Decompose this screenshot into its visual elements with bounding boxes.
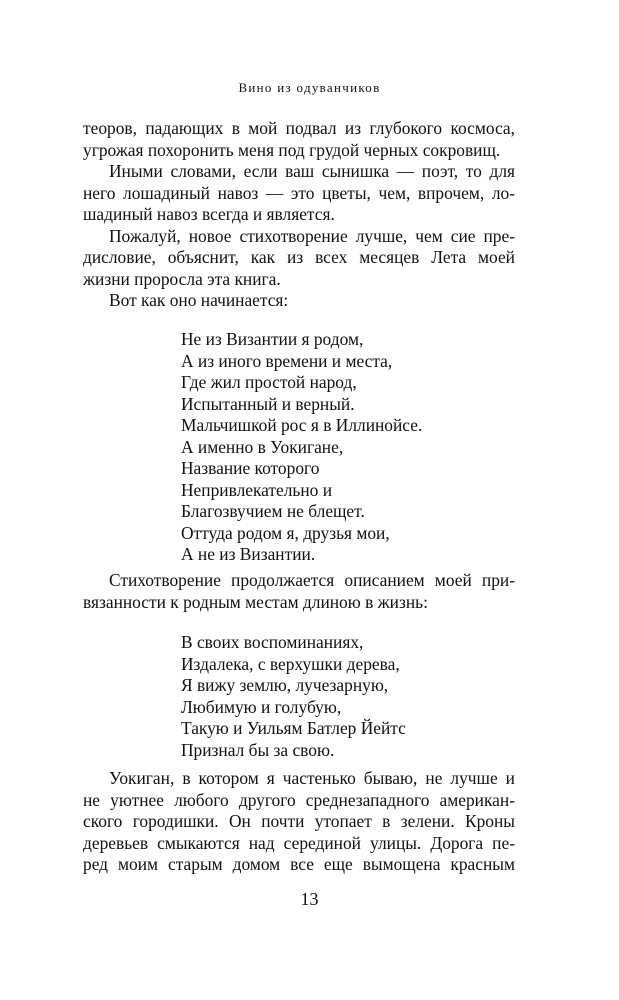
verse-line: Оттуда родом я, друзья мои, xyxy=(181,522,390,543)
verse-line: Испытанный и верный. xyxy=(181,393,355,414)
verse-line: А из иного времени и места, xyxy=(181,350,393,371)
verse-line: Такую и Уильям Батлер Йейтс xyxy=(181,718,406,738)
text-line: вязанности к родным местам длиною в жизнь: xyxy=(83,591,428,612)
verse-block-1 xyxy=(181,329,422,566)
text-line: не уютнее любого другого среднезападного американ- xyxy=(83,789,515,810)
text-line: деревьев смыкаются над серединой улицы. Дорога пе- xyxy=(83,832,515,853)
text-line: него лошадиный навоз — это цветы, чем, впрочем, ло- xyxy=(83,182,515,203)
paragraph xyxy=(83,161,515,226)
text-line: шадиный навоз всегда и является. xyxy=(83,204,335,224)
verse-line: Название которого xyxy=(181,458,320,478)
text-line: Вот как оно начинается: xyxy=(109,290,289,310)
text-line: Уокиган, в котором я частенько бываю, не лучше и xyxy=(109,768,515,788)
page-number: 13 xyxy=(300,889,319,909)
text-line: Пожалуй, новое стихотворение лучше, чем сие пре- xyxy=(109,225,515,246)
text-line: Стихотворение продолжается описанием моей при- xyxy=(109,570,515,590)
prose-block-2 xyxy=(83,570,515,613)
verse-line: Любимую и голубую, xyxy=(181,696,342,717)
paragraph xyxy=(83,226,515,291)
text-line: угрожая похоронить меня под грудой черных сокровищ. xyxy=(83,139,501,160)
verse-line: Я вижу землю, лучезарную, xyxy=(181,675,389,695)
verse-block-2 xyxy=(181,632,406,761)
text-line: дисловие, объяснит, как из всех месяцев Лета моей xyxy=(83,247,515,267)
verse-line: Благозвучием не блещет. xyxy=(181,501,365,521)
text-line: ского городишки. Он почти утопает в зелени. Кроны xyxy=(83,811,515,831)
verse-line: Мальчишкой рос я в Иллинойсе. xyxy=(181,415,423,435)
verse-line: А именно в Уокигане, xyxy=(181,436,344,457)
running-head: Вино из одуванчиков xyxy=(238,80,381,95)
verse-line: Где жил простой народ, xyxy=(181,372,357,392)
verse-line: Не из Византии я родом, xyxy=(181,329,364,349)
text-line: жизни проросла эта книга. xyxy=(83,268,281,289)
text-line: теоров, падающих в мой подвал из глубокого космоса, xyxy=(83,118,515,138)
paragraph xyxy=(83,118,515,161)
paragraph xyxy=(83,768,515,876)
verse-line: В своих воспоминаниях, xyxy=(181,632,364,652)
verse-line: Непривлекательно и xyxy=(181,479,333,500)
prose-block-1 xyxy=(83,118,515,312)
verse-line: Признал бы за свою. xyxy=(181,739,335,760)
verse-line: Издалека, с верхушки дерева, xyxy=(181,653,400,674)
paragraph xyxy=(83,570,515,613)
paragraph xyxy=(83,290,515,312)
verse-line: А не из Византии. xyxy=(181,544,316,564)
text-line: ред моим старым домом все еще вымощена красным xyxy=(83,854,515,874)
text-line: Иными словами, если ваш сынишка — поэт, то для xyxy=(109,161,515,181)
prose-block-3 xyxy=(83,768,515,876)
